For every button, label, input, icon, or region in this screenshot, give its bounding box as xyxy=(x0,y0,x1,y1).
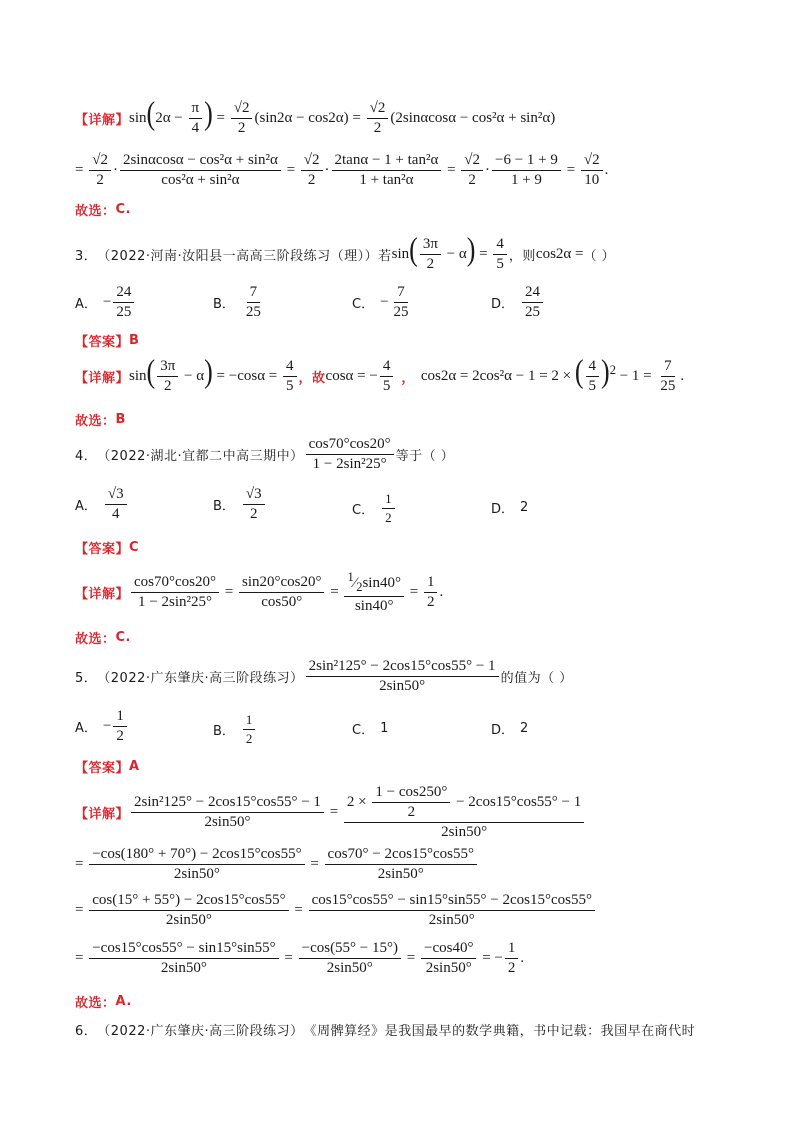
choose-label: 故选： xyxy=(75,414,116,429)
detail-line-1 xyxy=(75,95,556,137)
detail-tag: 【详解】 xyxy=(75,587,130,602)
question-5 xyxy=(75,658,573,695)
question-number: 4． xyxy=(75,449,98,464)
detail-tag: 【详解】 xyxy=(75,807,130,822)
formula: = $\frac{-\cos 15^\circ\cos 55^\circ - \sin 15^\circ\sin 55^\circ}{2\sin 50^\circ}$ = $\frac{-\cos(55^\circ - 15^\circ)}{2\sin 50^\circ}$ = $\frac{-\cos 40^\circ}{2\sin 50^\circ}$ = − $\frac{1}{2}$ . xyxy=(75,940,525,976)
detail-tag: 【详解】 xyxy=(75,113,130,128)
question-source: （2022·河南·汝阳县一高高三阶段练习（理）） xyxy=(97,249,379,264)
question-number: 5． xyxy=(75,671,98,686)
option-label: A． xyxy=(75,721,97,736)
answer-tag: 【答案】 xyxy=(75,542,130,557)
choose-label: 故选： xyxy=(75,996,116,1011)
question-source: （2022·广东肇庆·高三阶段练习） xyxy=(97,671,304,686)
choose-line-5 xyxy=(75,992,132,1011)
option-label: D． xyxy=(491,502,515,517)
stem-text: 等于（ ） xyxy=(395,449,455,464)
formula: sin( $\frac{3\pi}{2}$ − α) = −cosα = $\frac{4}{5}$ xyxy=(129,358,299,395)
stem-text: 的值为（ ） xyxy=(500,671,573,686)
answer-tag: 【答案】 xyxy=(75,761,130,776)
option-label: A． xyxy=(75,499,97,514)
option-label: A． xyxy=(75,297,97,312)
choose-label: 故选： xyxy=(75,632,116,647)
option-d xyxy=(491,498,528,517)
choose-line-p2 xyxy=(75,200,131,219)
option-value: 2 xyxy=(520,721,529,736)
detail-line-3 xyxy=(75,353,685,395)
detail-line-6 xyxy=(75,846,479,883)
option-label: C． xyxy=(352,297,375,312)
option-a: A． − $\frac{24}{25}$ xyxy=(75,284,136,321)
formula: = $\frac{\cos(15^\circ + 55^\circ) - 2\cos 15^\circ\cos 55^\circ}{2\sin 50^\circ}$ = $\frac{\cos 15^\circ\cos 55^\circ - \sin 15^\circ\sin 55^\circ - 2\cos 15^\circ\cos 55^\circ}{2\sin 50^\circ}$ xyxy=(75,892,597,929)
option-label: D． xyxy=(491,297,515,312)
option-d xyxy=(491,719,528,738)
question-4 xyxy=(75,436,454,473)
option-c: C． $\frac{1}{2}$ xyxy=(352,491,397,526)
question-source: （2022·广东肇庆·高三阶段练习） xyxy=(97,1024,304,1039)
option-label: C． xyxy=(352,723,375,738)
option-a: A． $\frac{√3}{4}$ xyxy=(75,486,129,523)
option-b: B． $\frac{√3}{2}$ xyxy=(213,486,267,523)
formula: $\frac{\cos 70^\circ\cos 20^\circ}{\text{1 − 2sin²25°}}$ = $\frac{\sin 20^\circ\cos 20^\circ}{\cos 50^\circ}$ = $\frac{^1⁄_2\sin 40^\circ}{\sin 40^\circ}$ = $\frac{1}{2}$ . xyxy=(129,570,443,615)
question-source: （2022·湖北·宜都二中高三期中） xyxy=(97,449,304,464)
stem-text: 《周髀算经》是我国最早的数学典籍，书中记载：我国早在商代时 xyxy=(303,1024,696,1039)
formula: cos2α = 2cos²α − 1 = 2 × ( $\frac{4}{5}$ )$^2$ − 1 = $\frac{7}{25}$ . xyxy=(420,353,685,394)
formula: cos2α = xyxy=(535,246,584,262)
option-a: A． − $\frac{1}{2}$ xyxy=(75,708,129,745)
option-label: B． xyxy=(213,297,235,312)
detail-tag: 【详解】 xyxy=(75,371,130,386)
formula: = $\frac{√2}{2}$ · $\frac{\text{2sinαcosα − cos²α + sin²α}}{\text{cos²α + sin²α}}$ = $\frac{√2}{2}$ · $\frac{\text{2tanα − 1 + tan²α}}{\text{1 + tan²α}}$ = $\frac{√2}{2}$ · $\frac{-6 - 1 + 9}{1 + 9}$ = $\frac{√2}{10}$ . xyxy=(75,152,609,188)
formula: cosα = − $\frac{4}{5}$ xyxy=(326,358,396,395)
detail-line-7 xyxy=(75,892,597,929)
formula: sin(2α − $\frac{\pi}{4}$ ) = $\frac{√2}{2}$ (sin2α − cos2α) = $\frac{√2}{2}$ (2sinαcosα − cos²α + sin²α) xyxy=(129,95,556,136)
choose-label: 故选： xyxy=(75,204,116,219)
option-b: B． $\frac{1}{2}$ xyxy=(213,712,257,747)
option-c: C． − $\frac{7}{25}$ xyxy=(352,284,409,320)
option-c xyxy=(352,719,388,738)
formula: sin( $\frac{3\pi}{2}$ − α) = $\frac{4}{5}$ xyxy=(392,236,509,273)
option-d: D． $\frac{24}{25}$ xyxy=(491,284,545,321)
detail-line-2 xyxy=(75,152,608,189)
formula: $\frac{\text{2sin²125° − 2cos15°cos55° − 1}}{2\sin 50^\circ}$ xyxy=(304,658,501,695)
stem-text: 若 xyxy=(378,249,392,264)
detail-line-4 xyxy=(75,570,443,615)
answer-line-5 xyxy=(75,757,140,776)
option-value: 2 xyxy=(520,500,529,515)
choose-value: A. xyxy=(115,994,132,1009)
option-label: C． xyxy=(352,503,375,518)
choose-line-3 xyxy=(75,410,126,429)
stem-text: ，则 xyxy=(508,249,536,264)
detail-line-5 xyxy=(75,784,586,841)
question-number: 6． xyxy=(75,1024,98,1039)
choose-value: B xyxy=(115,412,126,427)
choose-value: C. xyxy=(115,630,131,645)
option-label: B． xyxy=(213,724,235,739)
answer-blank: （ ） xyxy=(583,249,616,264)
formula: $\frac{\cos 70^\circ\cos 20^\circ}{\text{1 − 2sin²25°}}$ xyxy=(304,436,396,473)
answer-value: B xyxy=(129,333,140,348)
choose-value: C. xyxy=(115,202,131,217)
answer-line-4 xyxy=(75,538,139,557)
option-b: B． $\frac{7}{25}$ xyxy=(213,284,261,320)
question-3 xyxy=(75,231,616,273)
detail-line-8 xyxy=(75,940,524,977)
question-6 xyxy=(75,1020,695,1039)
detail-text: ， xyxy=(401,371,415,386)
formula: $\frac{\text{2sin²125° − 2cos15°cos55° − 1}}{2\sin 50^\circ}$ = 2 × $\frac{1 - \cos 250^\circ}{2}$ − 2cos15°cos55° − 1 2sin50° xyxy=(129,784,586,841)
choose-line-4 xyxy=(75,628,131,647)
question-number: 3． xyxy=(75,249,98,264)
answer-value: C xyxy=(129,540,140,555)
answer-line-3 xyxy=(75,331,139,350)
answer-tag: 【答案】 xyxy=(75,335,130,350)
answer-value: A xyxy=(129,759,140,774)
detail-text: ，故 xyxy=(298,371,326,386)
option-label: B． xyxy=(213,499,235,514)
option-label: D． xyxy=(491,723,515,738)
option-value: 1 xyxy=(380,721,389,736)
formula: = $\frac{-\cos(180^\circ + 70^\circ) - 2\cos 15^\circ\cos 55^\circ}{2\sin 50^\circ}$ = $\frac{\cos 70^\circ - 2\cos 15^\circ\cos 55^\circ}{2\sin 50^\circ}$ xyxy=(75,846,479,883)
